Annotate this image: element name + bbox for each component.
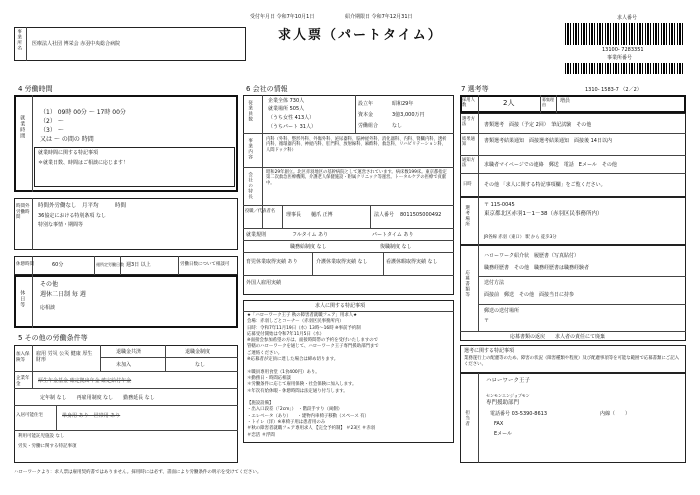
section7-title: 7 選考等 xyxy=(461,85,489,93)
pension-label: 企業年金 xyxy=(16,376,30,387)
insurance-label: 加入保険等 xyxy=(16,352,30,363)
hire-count: 2人 xyxy=(503,99,515,107)
mail-label: 郵送の送付場所 xyxy=(484,308,520,314)
result: 書類選考結果通知 面接選考結果通知 面接後 14日以内 xyxy=(484,138,612,144)
weekly-days-label: 週所定労働日数 xyxy=(96,262,124,267)
section4-title: 4 労働時間 xyxy=(18,85,53,93)
contact-box xyxy=(460,373,686,463)
worktime-row-3: （3） 〜 xyxy=(40,127,64,134)
weekly-days: 週3日 以上 xyxy=(126,262,151,268)
hire-label: 採用人数 xyxy=(462,98,475,109)
contact-ext: 内線（ ） xyxy=(600,411,631,417)
special-notes-title: 求人に関する特記事項 xyxy=(315,303,366,309)
return-note: 応募書類の返戻 求人者の責任にて廃棄 xyxy=(510,334,606,340)
received-date: 受付年月日 令和7年10月1日 xyxy=(250,14,315,20)
features-label: 会社の特長 xyxy=(247,172,253,200)
footer-note: ハローワークより：求人票は雇用契約書ではありません。採用時には必ず、書面により労働条件の明示を受けてください。 xyxy=(14,470,262,475)
special-notes-line: ・トイレ（洋）※車椅子用は患者用のみ xyxy=(247,420,326,426)
special-notes-line: ＊年次有給休暇・休憩時間は法定通り付与します。 xyxy=(247,388,348,394)
office-name: 医療法人社団 博栄会 赤羽中央総合病院 xyxy=(32,41,121,47)
contact-dept-kana: センモンエンジョブモン xyxy=(486,393,530,398)
retire-system-label: 退職金制度 xyxy=(185,349,211,355)
position-system: 職務給制度 なし xyxy=(290,244,327,250)
page-title: 求人票（パートタイム） xyxy=(278,28,443,43)
rep: 理事長 樋爪 正博 xyxy=(286,212,333,218)
insurance: 雇用 労災 公災 健康 厚生 財形 xyxy=(36,351,93,364)
docs-label: 応募書類等 xyxy=(464,270,470,298)
worktime-row-2: （2） 〜 xyxy=(40,118,64,125)
method-label: 選考方法 xyxy=(462,117,475,128)
employees-women: （うち女性 413人） xyxy=(268,115,315,121)
rules-part: パートタイム あり xyxy=(372,232,414,238)
overtime-value: 時間外労働なし 月平均 時間 xyxy=(38,203,127,209)
job-number-label: 求人番号 xyxy=(617,15,638,21)
retire-value: 未加入 xyxy=(116,362,132,368)
break-value: 60分 xyxy=(52,262,64,268)
postal: 〒 115-0045 xyxy=(484,202,515,208)
childcare-leave: 育児休業取得実績 あり xyxy=(246,259,298,265)
rep-label: 役職／代表者名 xyxy=(245,209,276,214)
weekly-note: 労働日数について相談可 xyxy=(180,262,230,267)
special-notes-line: ★「ハローワーク王子 秋の障害者就職フェア」用求人★ xyxy=(247,313,358,318)
office-number-label: 事業所番号 xyxy=(607,55,633,61)
agreement: 36協定における特別条項 なし xyxy=(38,213,106,219)
worktime-row-1: （1） 09時 00分 〜 17時 00分 xyxy=(40,109,126,116)
founded: 昭和29年 xyxy=(392,101,414,107)
founded-label: 設立年 xyxy=(358,101,374,107)
special-notes-line: 応募受付開始は令和7年11月5日（水） xyxy=(247,331,325,337)
business: 内科（外科、整形外科、外傷外科、泌尿器科、脳神経外科、消化器科、内科、腎臓内科、透析内科、循環器内科、神経内科、肛門科、放射線科、麻酔科、救急科、リハビリテーション科、人間ドック科） xyxy=(266,137,447,153)
special-notes-line: ご連絡ください。 xyxy=(247,350,283,356)
pension: 厚生年金基金 確定拠出年金 確定給付年金 xyxy=(38,378,132,384)
result-label: 結果通知 xyxy=(462,137,475,148)
special-notes-line: ＊労働条件に応じて雇用保険・社会保険に加入します。 xyxy=(247,382,357,388)
rules-full: フルタイム あり xyxy=(292,232,329,238)
job-barcode xyxy=(565,23,685,45)
contact-email: Eメール xyxy=(494,431,513,437)
expire-date: 紹介期限日 令和7年12月31日 xyxy=(345,14,413,20)
special-notes-line: ＃秋の障害者就職フェア専用求人 【完全予約制】 ＃23区 ＃赤羽 xyxy=(247,426,376,432)
contact-fax: FAX xyxy=(494,421,504,427)
special-notes-line: ※面接会参加希望の方は、面接時間帯の予約を受付いたしますので xyxy=(247,338,379,344)
capital: 3億3,000万円 xyxy=(392,112,425,118)
special-notes-line: ＊職員専用食堂（1食400円）あり。 xyxy=(247,369,320,375)
reason-label: 募集理由 xyxy=(542,97,554,107)
date-label: 日時 xyxy=(463,182,472,187)
dorm: 単身用 あり 世帯用 あり xyxy=(62,413,121,419)
break-label: 休憩時間 xyxy=(16,262,34,267)
section5-title: 5 その他の労働条件等 xyxy=(18,334,88,342)
section6-title: 6 会社の情報 xyxy=(246,85,288,93)
contact-phone: 電話番号 03-5390-8613 xyxy=(490,411,548,417)
special-notes-line: ・出入口段差（「2cm」） ・階段手すり（両側） xyxy=(247,407,343,413)
nursing-leave: 看護休暇取得実績 なし xyxy=(386,259,438,265)
corp-no-label: 法人番号 xyxy=(374,212,395,218)
mail-postal: 〒 xyxy=(484,318,490,324)
submit-value: 面接前 郵送 その他 面接当日に持参 xyxy=(484,292,575,298)
return-system: 復職制度 なし xyxy=(380,244,412,250)
selection-notes-title: 選考に関する特記事項 xyxy=(464,348,515,354)
worktime-row-4: 又は 〜 の間の 時間 xyxy=(40,136,94,143)
contact-office: ハローワーク王子 xyxy=(486,378,531,384)
special-notes-line: 【施設設備】 xyxy=(247,401,274,407)
worktime-special-label: 就業時間に関する特記事項 xyxy=(38,150,99,156)
worktime-special-text: ＊就業日数、時間はご相談に応じます！ xyxy=(38,160,129,166)
features: 昭和29年創立。北区赤羽地区の基幹病院として運営されています。病床数199床。東京都指定第二次救急医療機関。介護老人保健施設・附属クリニック等運営。トータルケアの医療で貢献中。 xyxy=(266,170,447,186)
submit-method: 送付方法 xyxy=(484,280,505,286)
special-notes-line: ・エレベータ（あり） ・建物内車椅子移動（スペース 有） xyxy=(247,413,369,419)
union: なし xyxy=(392,123,403,129)
union-label: 労働組合 xyxy=(358,123,379,129)
employees-section-label: 従業員数 xyxy=(247,100,253,122)
retirement-age: 定年制 なし 再雇用制度 なし 勤務延長 なし xyxy=(40,395,155,401)
rules-label: 就業規則 xyxy=(246,232,267,238)
employees-site: 就業場所 505人 xyxy=(268,106,305,112)
special-notes-lines xyxy=(247,313,452,439)
holiday-other: その他 xyxy=(40,281,59,288)
holiday-label: 休日等 xyxy=(19,290,26,308)
childcare: 利用可能託児施設 なし xyxy=(18,434,65,439)
address: 東京都北区赤羽1－1－38（赤羽区民事務所内） xyxy=(484,211,603,217)
retire-system: なし xyxy=(195,362,206,368)
retire-label: 退職金共済 xyxy=(116,349,142,355)
contact-label: 担当者 xyxy=(464,410,470,427)
special-circ: 特別な事情・期間等 xyxy=(38,222,84,228)
special-notes-line: ＊勤務日・時間応相談 xyxy=(247,375,291,381)
office-label: 事業所名 xyxy=(16,29,22,51)
place-label: 選考場所 xyxy=(464,205,470,227)
date: その他 「求人に関する特記事項欄」をご覧ください。 xyxy=(484,182,606,188)
special-notes-label: 労災・労働に関する特記事項 xyxy=(18,444,77,449)
special-notes-line: 日時：令和7年11月19日（水）13時〜16時 ※事前予約制 xyxy=(247,325,361,331)
dorm-label: 入居可能住宅 xyxy=(16,413,43,418)
job-number: 13100- 7283351 xyxy=(602,47,644,53)
hire-box xyxy=(460,95,686,113)
holiday-note: 応相談 xyxy=(40,305,56,311)
corp-no: 8011505000492 xyxy=(400,212,442,218)
capital-label: 資本金 xyxy=(358,112,374,118)
holiday-system: 週休二日制 毎 週 xyxy=(40,291,86,298)
station: JR各線 赤羽（東口） 駅 から 徒歩3分 xyxy=(484,235,557,240)
docs-other: 職務経歴書 その他 職務経歴書は職務経験者 xyxy=(484,265,590,271)
office-number: 1310- 1583-7 （2／2） xyxy=(585,87,642,93)
special-notes-line: 管轄のハローワークを通じて、ハローワーク王子専門援助部門まで xyxy=(247,344,379,350)
special-notes-line: 会場：赤羽しごとコーナー（赤羽区民事務所内） xyxy=(247,319,344,325)
worktime-label: 就業時間 xyxy=(19,115,26,139)
foreign: 外国人雇用実績 xyxy=(246,280,282,286)
business-label: 事業内容 xyxy=(247,138,253,160)
office-barcode xyxy=(565,63,685,74)
method: 書類選考 面接（予定 2回） 筆記試験 その他 xyxy=(484,122,592,128)
selection-notes: 業務遂行上の配慮等のため、障害の状況（障害種類や程度）及び配慮事項等を可能な範囲で応募書類にご記入ください。 xyxy=(464,356,679,367)
care-leave: 介護休業取得実績 なし xyxy=(316,259,368,265)
contact-dept: 専門援助部門 xyxy=(486,400,520,406)
special-notes-line: ＃恋活 ＃浮間 xyxy=(247,432,275,438)
notice: 求職者マイページでの連絡 郵送 電話 Eメール その他 xyxy=(484,162,617,168)
reason: 増員 xyxy=(560,98,571,104)
overtime-label: 時間外労働時間 xyxy=(16,204,30,221)
special-notes-line: ※応募者が定員に達した場合は締め切ります。 xyxy=(247,357,339,363)
employees-part: （うちパート 31人） xyxy=(268,124,316,130)
employees-total: 企業全体 730人 xyxy=(268,98,305,104)
referral: ハローワーク紹介状 履歴書（写真貼付） xyxy=(484,253,580,259)
notice-label: 通知方法 xyxy=(462,158,475,169)
